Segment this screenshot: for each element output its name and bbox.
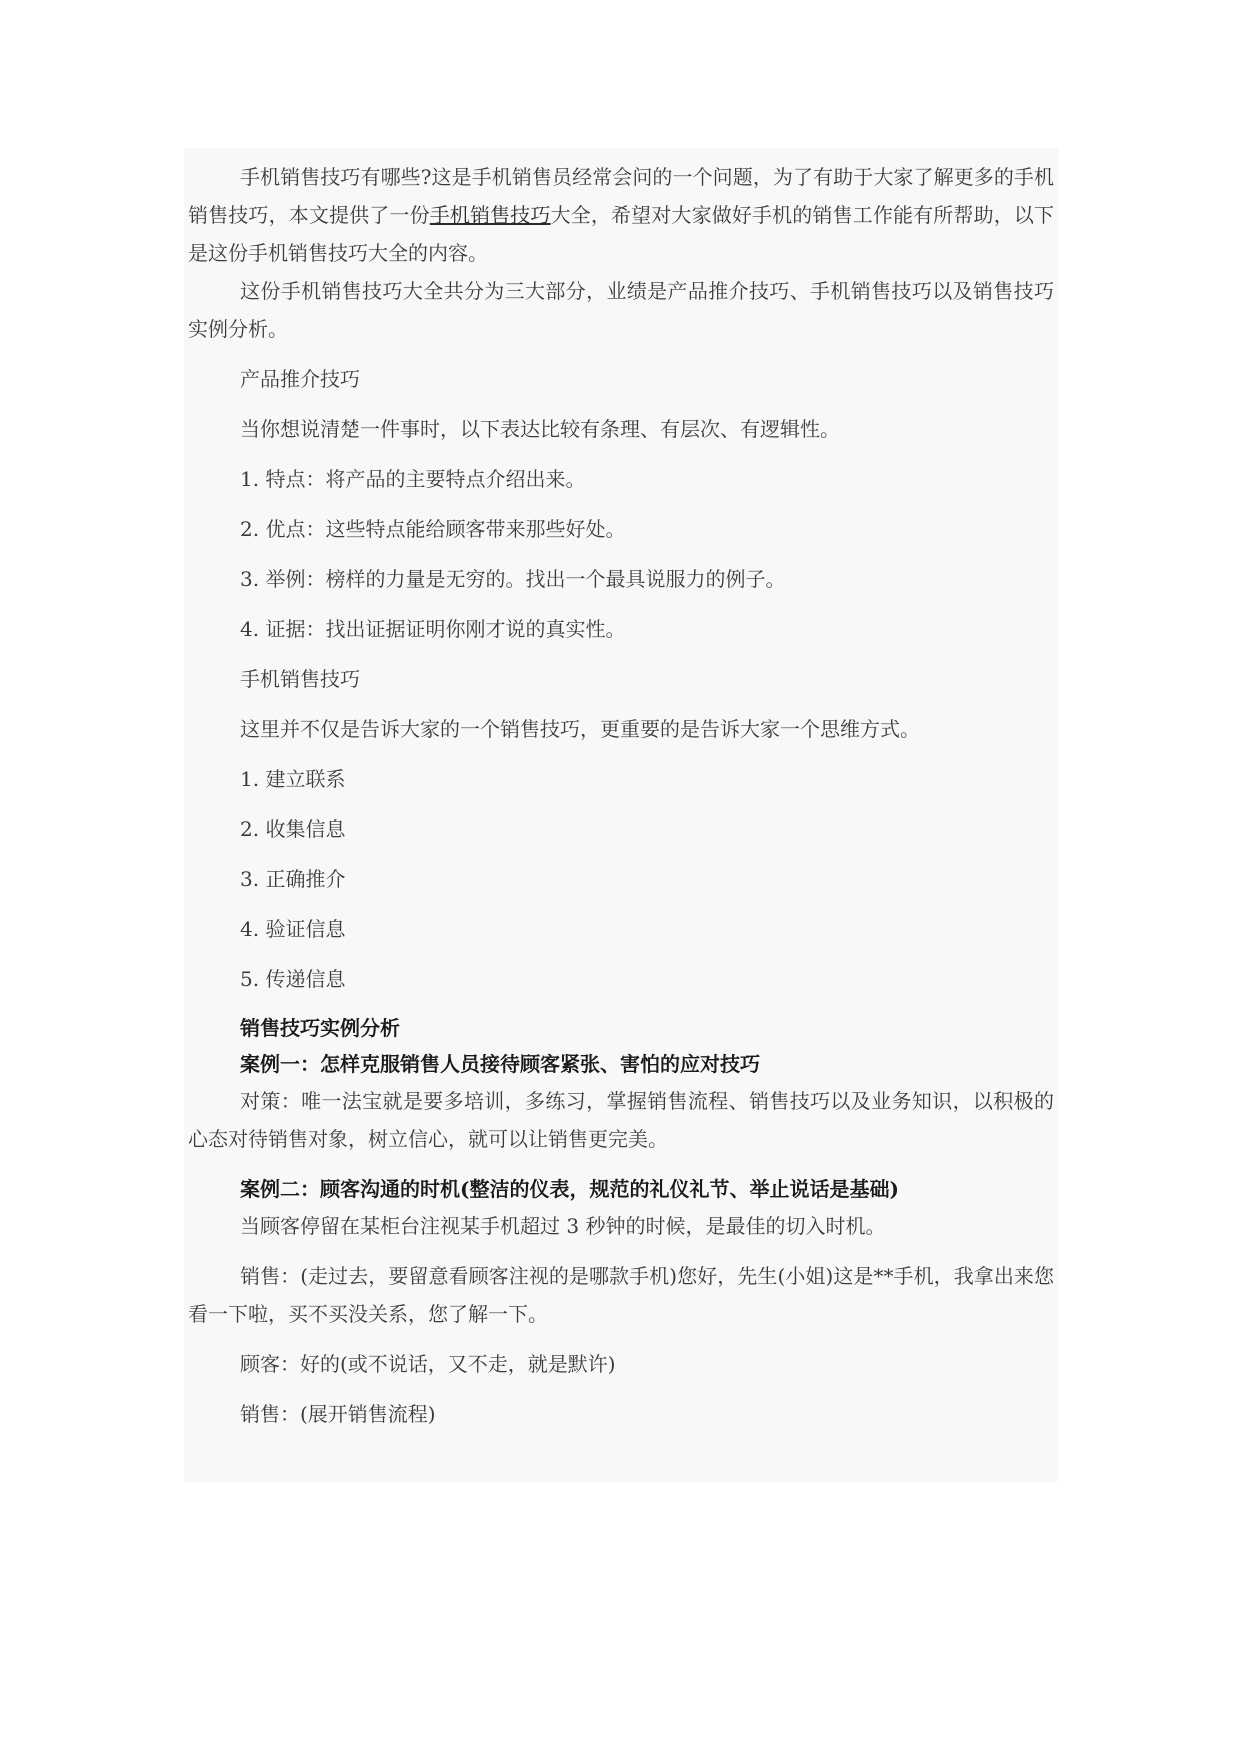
list-item: 5. 传递信息: [240, 967, 346, 991]
case2-line: 销售：(展开销售流程): [240, 1402, 436, 1426]
list-item: 2. 优点：这些特点能给顾客带来那些好处。: [240, 517, 626, 541]
list-item: 3. 举例：榜样的力量是无穷的。找出一个最具说服力的例子。: [240, 567, 786, 591]
case2-line: 顾客：好的(或不说话，又不走，就是默许): [240, 1352, 616, 1376]
case2-title: 案例二：顾客沟通的时机(整洁的仪表，规范的礼仪礼节、举止说话是基础): [240, 1177, 899, 1201]
section-heading-phone-sales: 手机销售技巧: [240, 667, 360, 691]
sales-tips-link[interactable]: 手机销售技巧: [429, 203, 551, 227]
section-heading-product: 产品推介技巧: [240, 367, 360, 391]
list-item: 3. 正确推介: [240, 867, 346, 891]
case2-line: 当顾客停留在某柜台注视某手机超过 3 秒钟的时候，是最佳的切入时机。: [240, 1214, 886, 1238]
list-item: 2. 收集信息: [240, 817, 346, 841]
list-item: 4. 证据：找出证据证明你刚才说的真实性。: [240, 617, 626, 641]
intro-paragraph: [188, 158, 1054, 272]
case1-text: 对策：唯一法宝就是要多培训，多练习，掌握销售流程、销售技巧以及业务知识，以积极的心态对待销售对象，树立信心，就可以让销售更完美。: [188, 1089, 1054, 1151]
section-lead-phone-sales: 这里并不仅是告诉大家的一个销售技巧，更重要的是告诉大家一个思维方式。: [240, 717, 920, 741]
list-item: 1. 建立联系: [240, 767, 346, 791]
intro-text-1: 手机销售技巧有哪些?这是手机销售员经常会问的一个问题，为了有助于大家了解更多的手机销售技巧，本文提供了一份: [188, 165, 1054, 227]
intro-text-2: 大全，希望对大家做好手机的销售工作能有所帮助，以下是这份手机销售技巧大全的内容。: [188, 203, 1055, 265]
section-heading-case-analysis: 销售技巧实例分析: [240, 1016, 400, 1040]
overview-paragraph: 这份手机销售技巧大全共分为三大部分，业绩是产品推介技巧、手机销售技巧以及销售技巧实例分析。: [188, 279, 1054, 341]
section-lead-product: 当你想说清楚一件事时，以下表达比较有条理、有层次、有逻辑性。: [240, 417, 840, 441]
article: [188, 158, 1054, 1433]
case2-line: 销售：(走过去，要留意看顾客注视的是哪款手机)您好，先生(小姐)这是**手机，我拿出来您看一下啦，买不买没关系，您了解一下。: [188, 1264, 1054, 1326]
list-item: 1. 特点：将产品的主要特点介绍出来。: [240, 467, 586, 491]
list-item: 4. 验证信息: [240, 917, 346, 941]
case1-title: 案例一：怎样克服销售人员接待顾客紧张、害怕的应对技巧: [240, 1052, 760, 1076]
